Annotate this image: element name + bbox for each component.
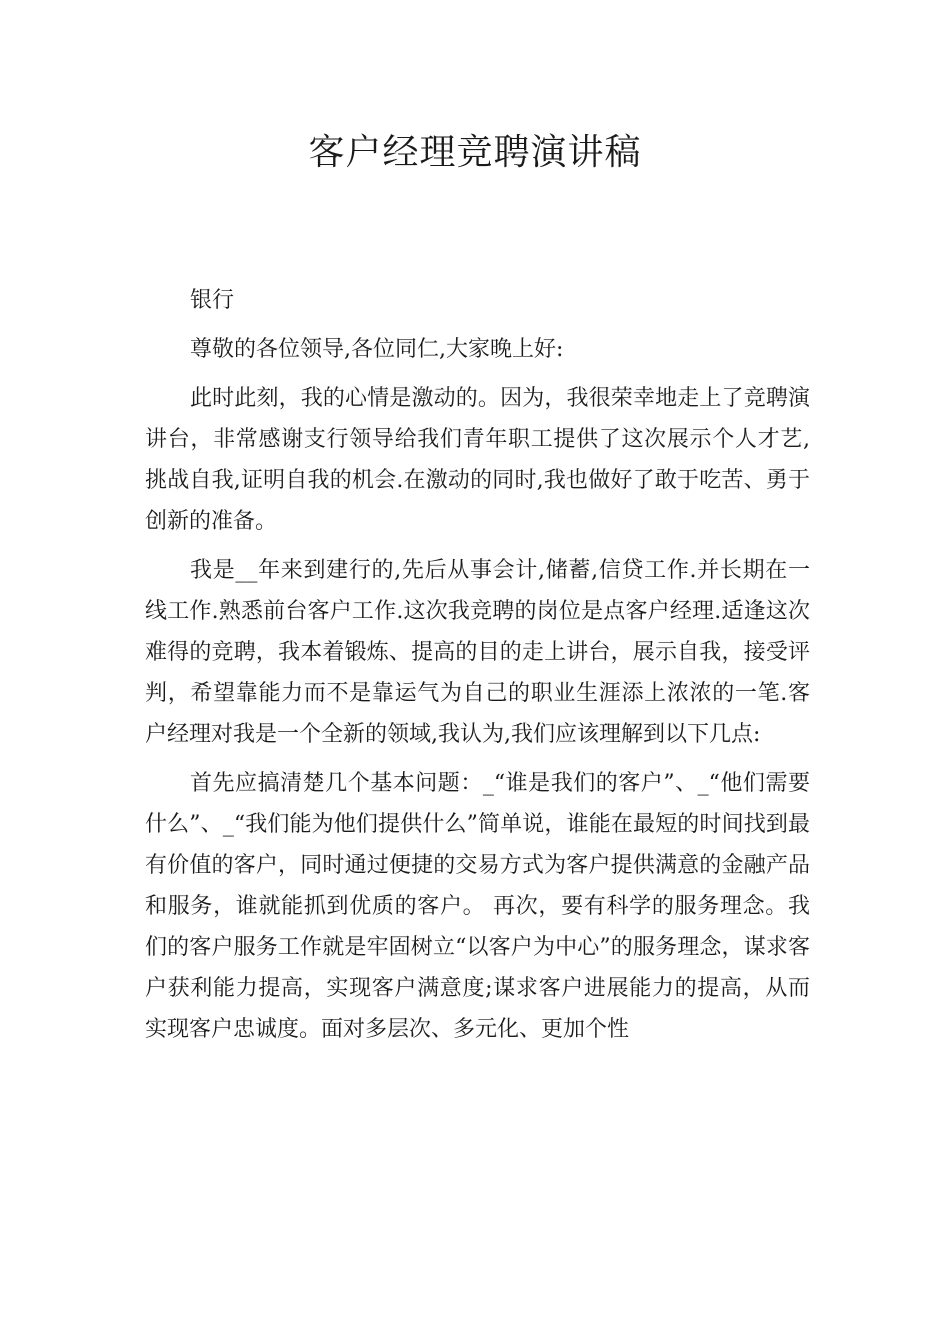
paragraph-intro: 此时此刻，我的心情是激动的。因为，我很荣幸地走上了竞聘演讲台，非常感谢支行领导给我们青年职工提供了这次展示个人才艺,挑战自我,证明自我的机会.在激动的同时,我也做好了敢于吃苦、勇于创新的准备。 [145, 386, 810, 534]
paragraph-understanding: 首先应搞清楚几个基本问题：_“谁是我们的客户”、_“他们需要什么”、_“我们能为他们提供什么”简单说，谁能在最短的时间找到最有价值的客户，同时通过便捷的交易方式为客户提供满意的金融产品和服务，谁就能抓到优质的客户。 再次，要有科学的服务理念。我们的客户服务工作就是牢固树立“以客户为中心”的服务理念，谋求客户获利能力提高，实现客户满意度;谋求客户进展能力的提高，从而实现客户忠诚度。面对多层次、多元化、更加个性 [145, 771, 810, 1042]
document-body [145, 280, 810, 1058]
paragraph-bank: 银行 [190, 288, 235, 313]
paragraph-greeting: 尊敬的各位领导,各位同仁,大家晚上好: [190, 337, 564, 362]
document-title: 客户经理竞聘演讲稿 [308, 132, 642, 173]
paragraph-background: 我是__年来到建行的,先后从事会计,储蓄,信贷工作.并长期在一线工作.熟悉前台客户工作.这次我竞聘的岗位是点客户经理.适逢这次难得的竞聘，我本着锻炼、提高的目的走上讲台，展示自我，接受评判，希望靠能力而不是靠运气为自己的职业生涯添上浓浓的一笔.客户经理对我是一个全新的领域,我认为,我们应该理解到以下几点: [145, 558, 810, 747]
